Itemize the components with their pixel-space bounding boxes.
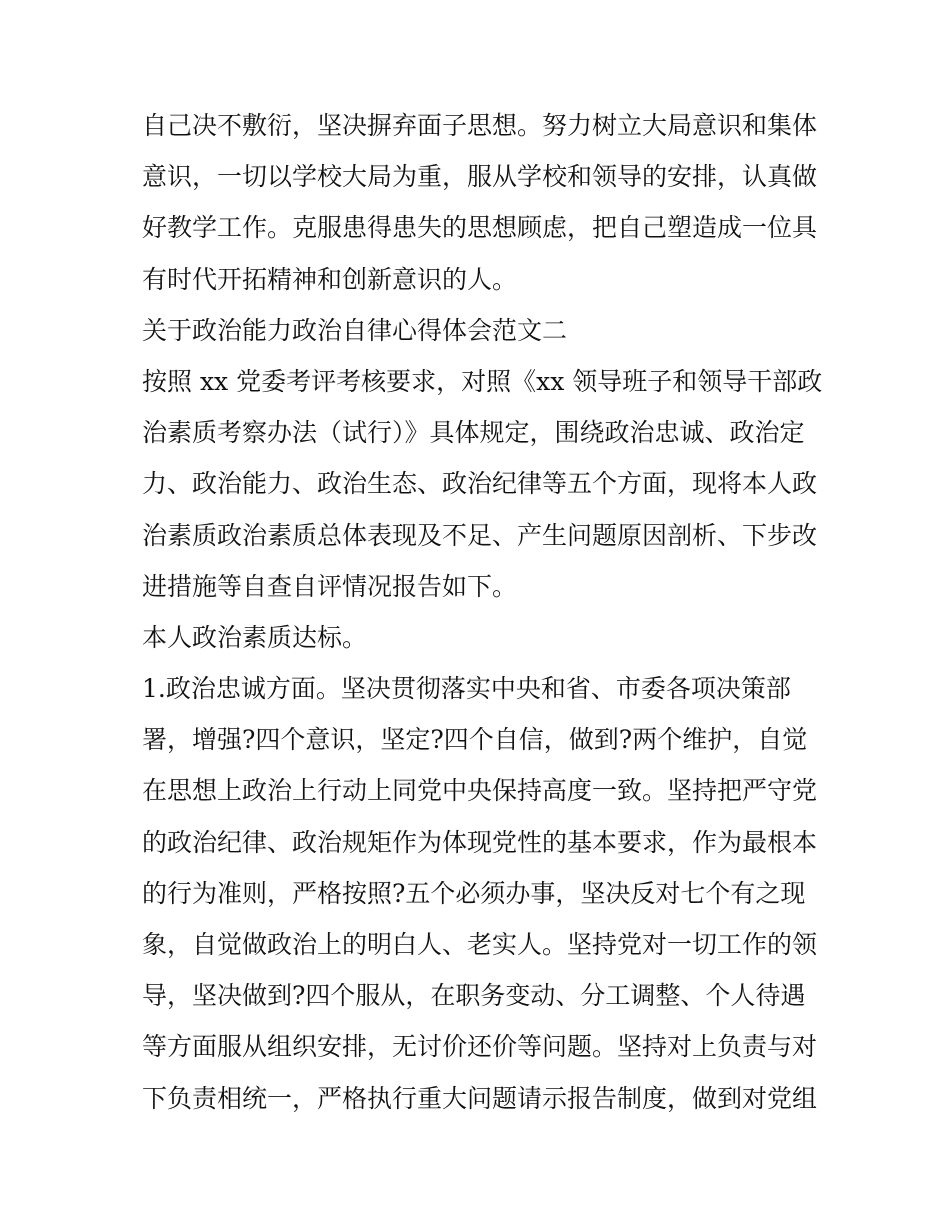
text-line: 在思想上政治上行动上同党中央保持高度一致。坚持把严守党 bbox=[142, 776, 818, 806]
text-line: 象，自觉做政治上的明白人、老实人。坚持党对一切工作的领 bbox=[142, 930, 818, 959]
text-line: 力、政治能力、政治生态、政治纪律等五个方面，现将本人政 bbox=[142, 469, 818, 499]
text-line: 下负责相统一，严格执行重大问题请示报告制度，做到对党组 bbox=[142, 1083, 818, 1113]
text-line: 好教学工作。克服患得患失的思想顾虑，把自己塑造成一位具 bbox=[142, 213, 818, 243]
document-body bbox=[142, 100, 822, 1124]
text-line: 自己决不敷衍，坚决摒弃面子思想。努力树立大局意识和集体 bbox=[142, 111, 818, 140]
text-line: 署，增强?四个意识，坚定?四个自信，做到?两个维护，自觉 bbox=[142, 725, 808, 755]
text-line: 有时代开拓精神和创新意识的人。 bbox=[142, 264, 518, 294]
text-line: 治素质考察办法（试行）》具体规定，围绕政治忠诚、政治定 bbox=[142, 418, 805, 448]
text-line: 导，坚决做到?四个服从，在职务变动、分工调整、个人待遇 bbox=[142, 981, 806, 1011]
text-line: 治素质政治素质总体表现及不足、产生问题原因剖析、下步改 bbox=[142, 520, 818, 550]
section-heading: 关于政治能力政治自律心得体会范文二 bbox=[142, 315, 568, 345]
text-line: 等方面服从组织安排，无讨价还价等问题。坚持对上负责与对 bbox=[142, 1032, 818, 1062]
text-line: 1.政治忠诚方面。坚决贯彻落实中央和省、市委各项决策部 bbox=[142, 674, 791, 704]
text-line: 的政治纪律、政治规矩作为体现党性的基本要求，作为最根本 bbox=[142, 827, 818, 857]
text-line: 意识，一切以学校大局为重，服从学校和领导的安排，认真做 bbox=[142, 162, 818, 192]
text-line: 本人政治素质达标。 bbox=[142, 622, 368, 652]
text-line: 进措施等自查自评情况报告如下。 bbox=[142, 571, 518, 601]
text-line: 按照 xx 党委考评考核要求，对照《xx 领导班子和领导干部政 bbox=[142, 366, 823, 396]
text-line: 的行为准则，严格按照?五个必须办事，坚决反对七个有之现 bbox=[142, 878, 806, 908]
